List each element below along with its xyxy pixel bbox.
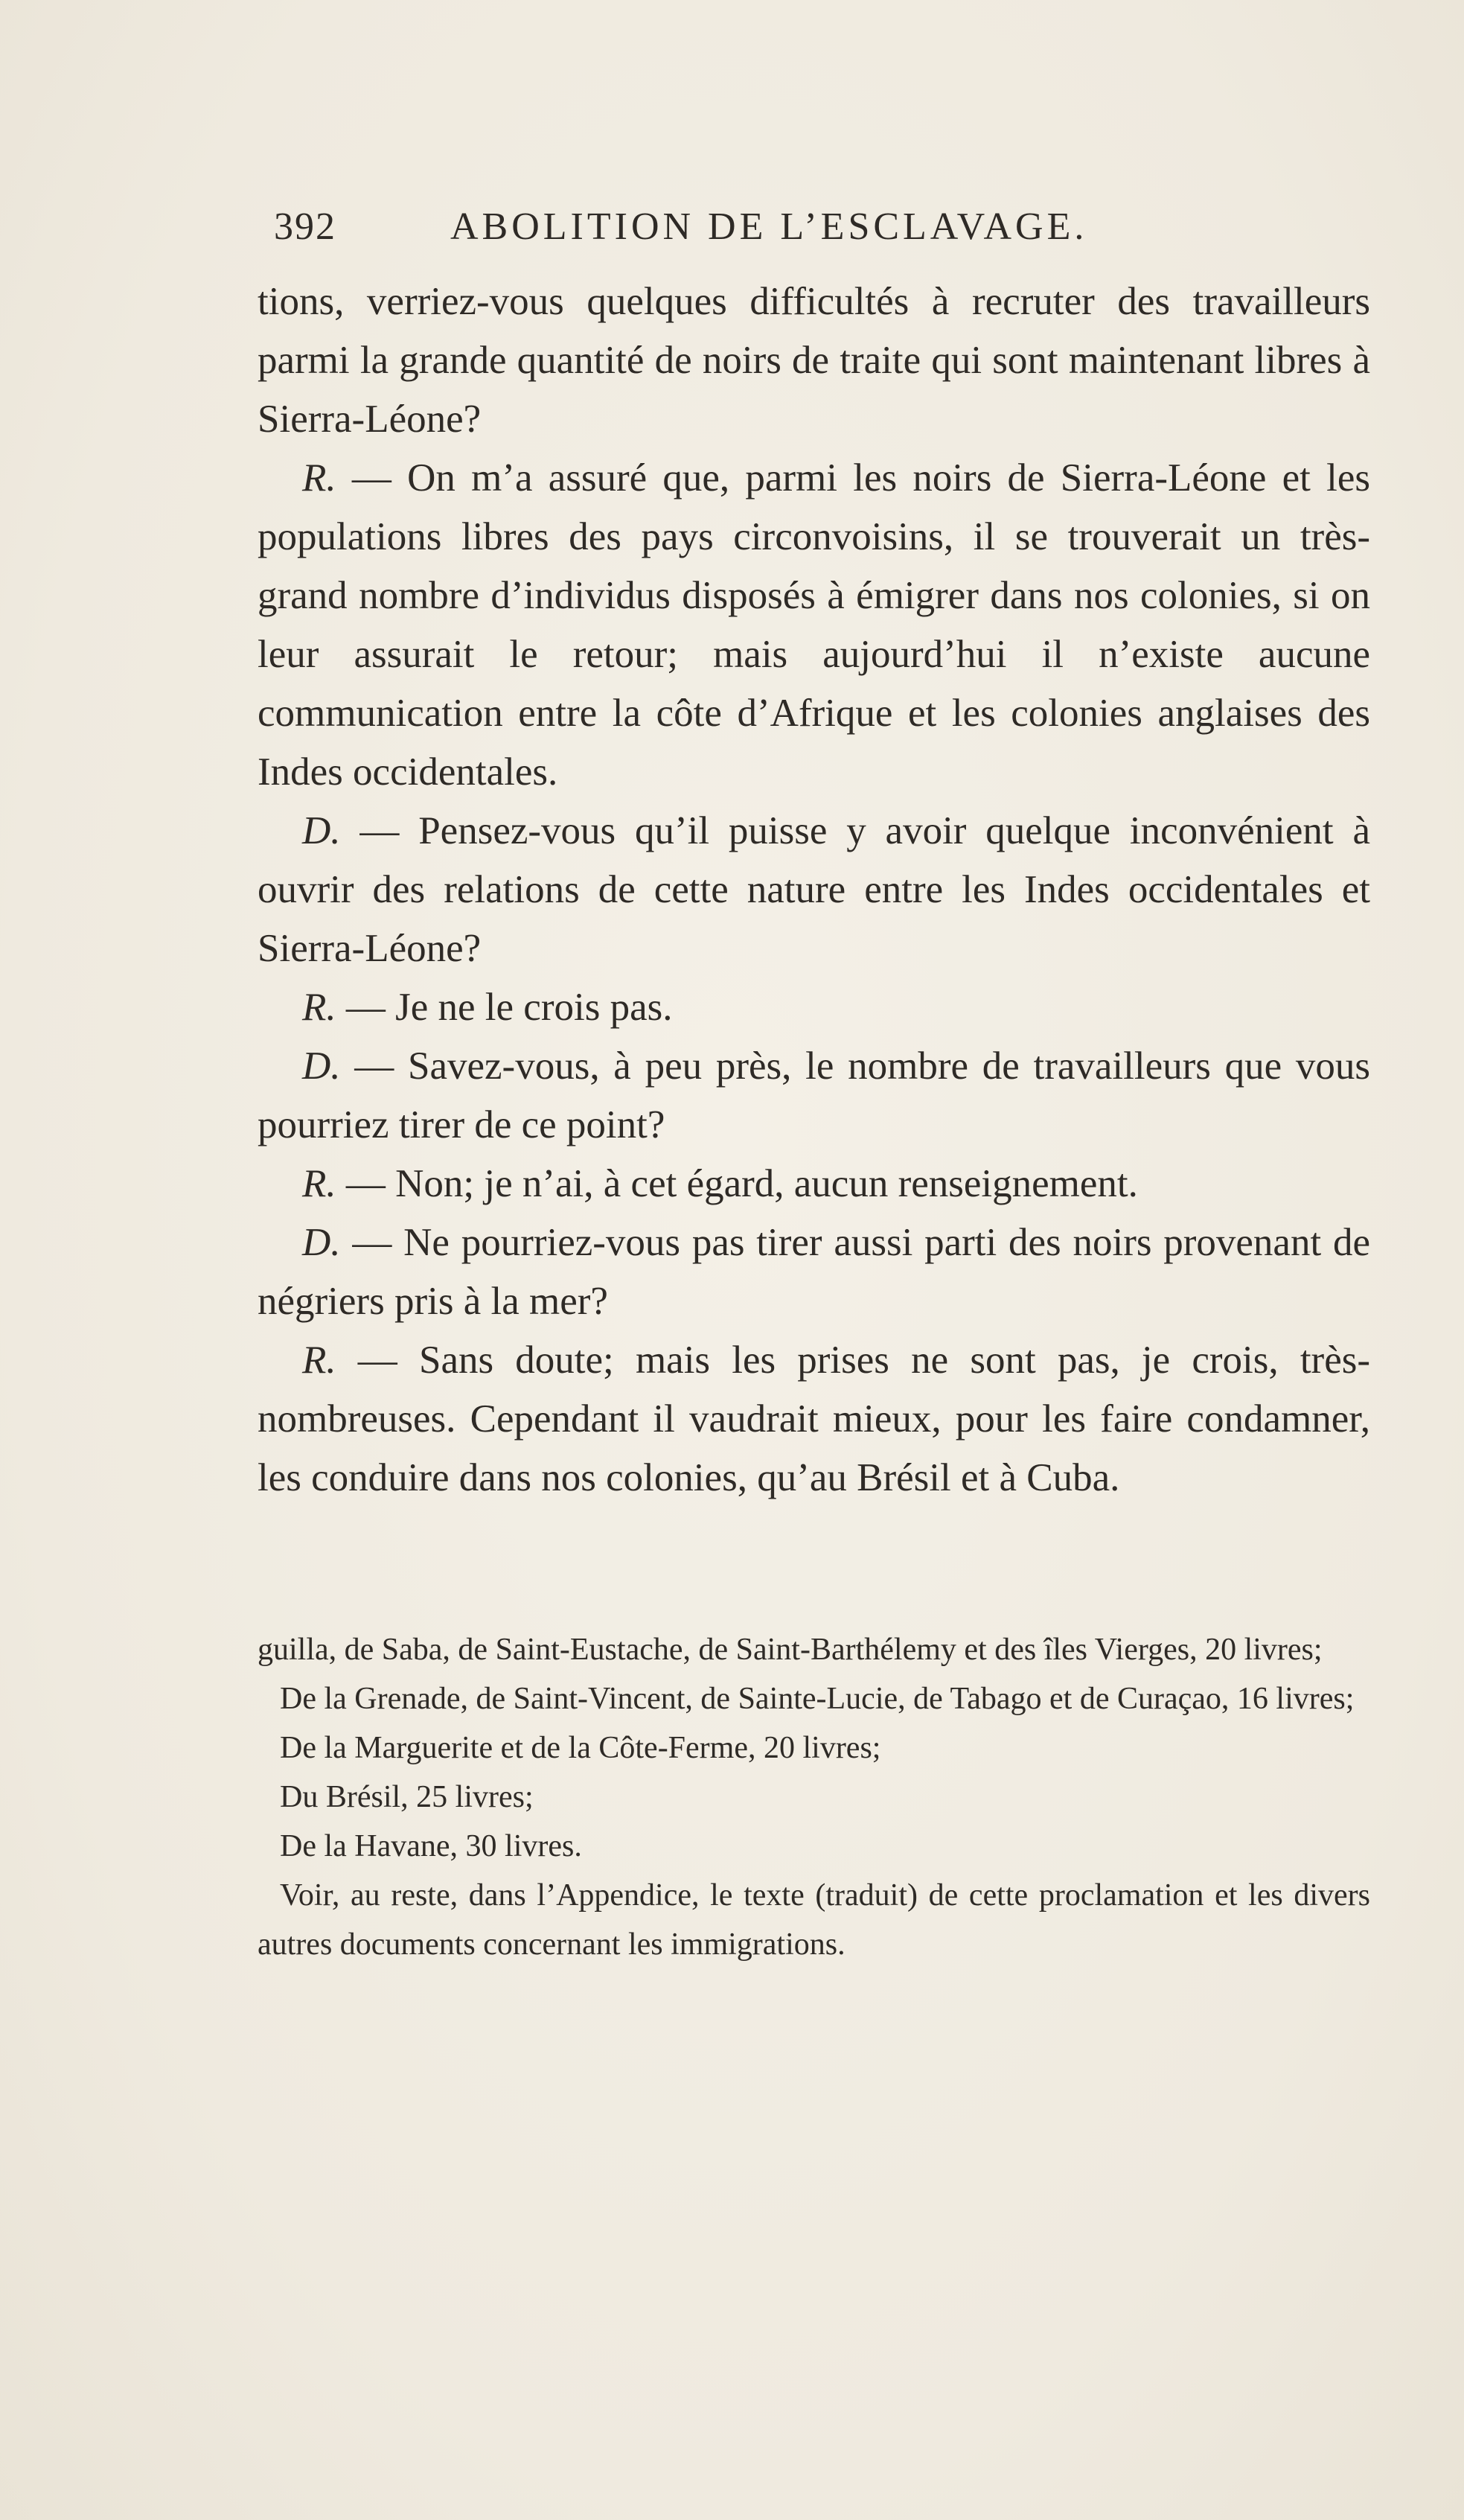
main-text [258,272,1370,1508]
running-title: ABOLITION DE L’ESCLAVAGE. [450,205,1088,248]
paragraph-text: — Je ne le crois pas. [336,986,673,1029]
footnote-line: De la Marguerite et de la Côte-Ferme, 20 livres; [280,1731,881,1765]
paragraph-text: tions, verriez-vous quelques difficultés à recruter des travailleurs parmi la grande quantité de noirs de traite qui sont maintenant libres à Sierra-Léone? [258,280,1370,441]
paragraph-answer [258,449,1370,802]
footnote-line: De la Havane, 30 livres. [280,1829,582,1863]
paragraph-text: — Ne pourriez-vous pas tirer aussi parti des noirs provenant de négriers pris à la mer? [258,1221,1370,1323]
paragraph-text: — Pensez-vous qu’il puisse y avoir quelque inconvénient à ouvrir des relations de cette nature entre les Indes occidentales et Sierra-Léone? [258,809,1370,970]
paragraph-text: — Sans doute; mais les prises ne sont pas, je crois, très-nombreuses. Cependant il vaudrait mieux, pour les faire condamner, les conduire dans nos colonies, qu’au Brésil et à Cuba. [258,1339,1370,1499]
paragraph-text: — On m’a assuré que, parmi les noirs de Sierra-Léone et les populations libres des pays circonvoisins, il se trouverait un très-grand nombre d’individus disposés à émigrer dans nos colonies, si on leur assurait le retour; mais aujourd’hui il n’existe aucune communication entre la côte d’Afrique et les colonies anglaises des Indes occidentales. [258,456,1370,794]
footnote-line: Voir, au reste, dans l’Appendice, le texte (traduit) de cette proclamation et les divers autres documents concernant les immigrations. [258,1878,1370,1962]
paragraph-question [258,802,1370,978]
footnote-line: Du Brésil, 25 livres; [280,1780,534,1814]
paragraph-answer [258,1155,1370,1213]
footnote-line: De la Grenade, de Saint-Vincent, de Sainte-Lucie, de Tabago et de Curaçao, 16 livres; [280,1682,1355,1716]
speaker-label: R. [302,1162,336,1205]
paragraph-text: — Non; je n’ai, à cet égard, aucun renseignement. [336,1162,1138,1205]
page-number: 392 [274,205,336,248]
speaker-label: R. [302,986,336,1029]
paragraph-continuation [258,272,1370,449]
paragraph-answer [258,1331,1370,1508]
speaker-label: D. [302,1044,341,1088]
speaker-label: R. [302,456,336,500]
speaker-label: D. [302,809,341,852]
paragraph-question [258,1213,1370,1331]
paragraph-question [258,1037,1370,1155]
speaker-label: D. [302,1221,341,1264]
speaker-label: R. [302,1339,336,1382]
paragraph-answer [258,978,1370,1037]
paragraph-text: — Savez-vous, à peu près, le nombre de travailleurs que vous pourriez tirer de ce point? [258,1044,1370,1146]
running-header [274,205,1241,264]
footnotes [258,1625,1370,1969]
footnote-continuation: guilla, de Saba, de Saint-Eustache, de Saint-Barthélemy et des îles Vierges, 20 livres; [258,1633,1323,1667]
